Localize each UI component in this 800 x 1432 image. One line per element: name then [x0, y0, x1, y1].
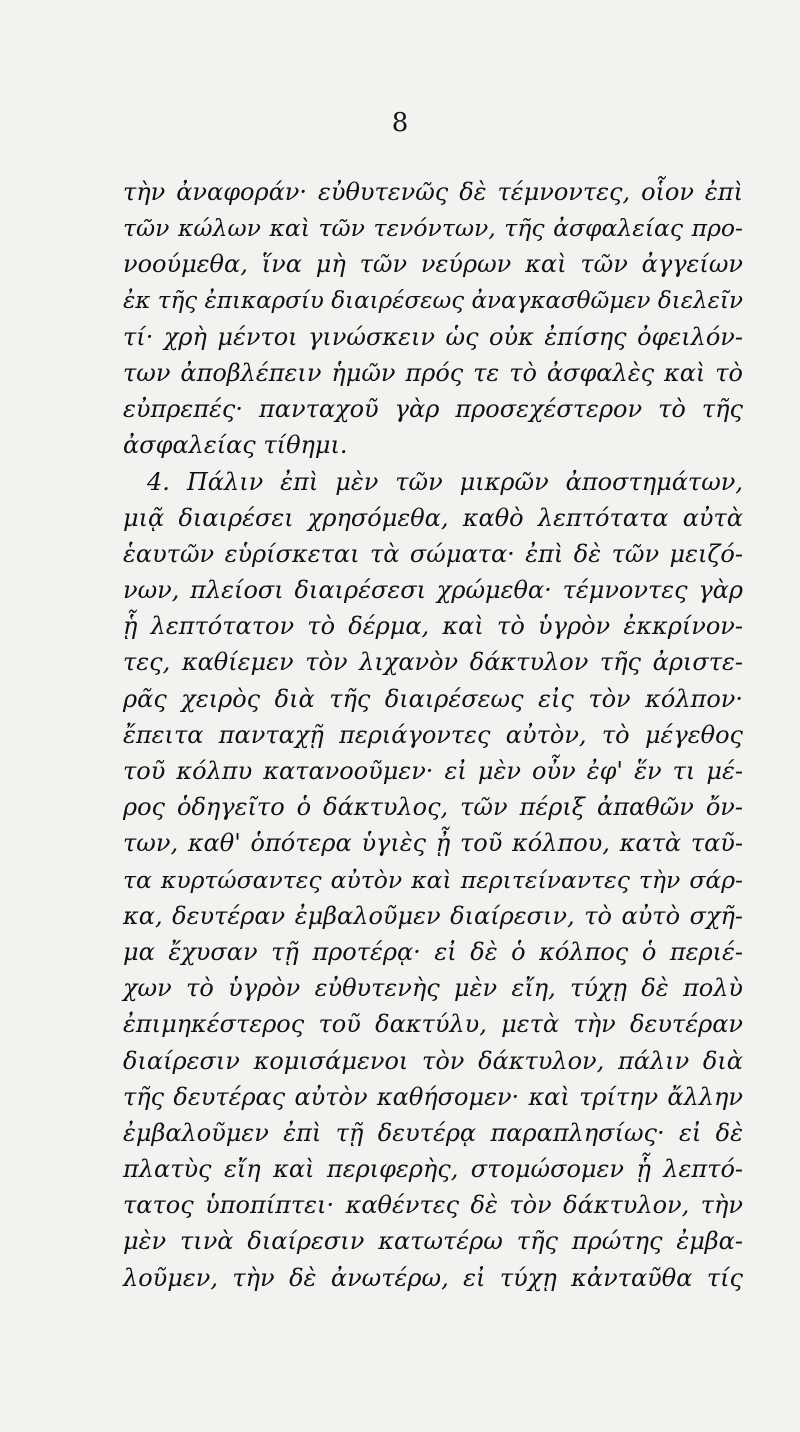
- text-line: 4. Πάλιν ἐπὶ μὲν τῶν μικρῶν ἀποστημάτων,: [147, 467, 743, 496]
- text-line: μὲν τινὰ διαίρεσιν κατωτέρω τῆς πρώτης ἐμβα-: [123, 1227, 743, 1256]
- text-line: μα ἔχυσαν τῇ προτέρᾳ· εἰ δὲ ὁ κόλπος ὁ περιέ-: [123, 937, 743, 966]
- text-line: τῶν κώλων καὶ τῶν τενόντων, τῆς ἀσφαλείας προ-: [123, 214, 743, 243]
- text-line: τοῦ κόλπυ κατανοοῦμεν· εἰ μὲν οὖν ἐφ' ἕν τι μέ-: [123, 757, 743, 785]
- text-line: των, καθ' ὁπότερα ὑγιὲς ᾖ τοῦ κόλπου, κατὰ ταῦ-: [123, 829, 743, 858]
- text-line: μιᾷ διαιρέσει χρησόμεθα, καθὸ λεπτότατα αὐτὰ: [123, 503, 743, 532]
- text-line: ἑαυτῶν εὑρίσκεται τὰ σώματα· ἐπὶ δὲ τῶν μειζό-: [123, 539, 743, 568]
- text-line: ρος ὁδηγεῖτο ὁ δάκτυλος, τῶν πέριξ ἀπαθῶν ὄν-: [123, 793, 743, 822]
- text-line: ᾗ λεπτότατον τὸ δέρμα, καὶ τὸ ὑγρὸν ἐκκρίνον-: [123, 612, 743, 641]
- text-line: διαίρεσιν κομισάμενοι τὸν δάκτυλον, πάλιν διὰ: [123, 1046, 743, 1075]
- text-line: τί· χρὴ μέντοι γινώσκειν ὡς οὐκ ἐπίσης ὀφειλόν-: [123, 322, 743, 351]
- text-line: τῆς δευτέρας αὐτὸν καθήσομεν· καὶ τρίτην ἄλλην: [123, 1082, 743, 1111]
- text-line: τὴν ἀναφοράν· εὐθυτενῶς δὲ τέμνοντες, οἷον ἐπὶ: [123, 178, 743, 206]
- text-line: κα, δευτέραν ἐμβαλοῦμεν διαίρεσιν, τὸ αὐτὸ σχῆ-: [123, 901, 743, 930]
- text-line: των ἀποβλέπειν ἡμῶν πρός τε τὸ ἀσφαλὲς καὶ τὸ: [123, 358, 743, 387]
- text-line: εὐπρεπές· πανταχοῦ γὰρ προσεχέστερον τὸ τῆς: [123, 395, 743, 424]
- text-line: ἀσφαλείας τίθημι.: [123, 431, 348, 460]
- text-line: τατος ὑποπίπτει· καθέντες δὲ τὸν δάκτυλον, τὴν: [123, 1191, 743, 1220]
- text-line: ἐμβαλοῦμεν ἐπὶ τῇ δευτέρᾳ παραπλησίως· εἰ δὲ: [123, 1118, 743, 1147]
- text-line: ἐπιμηκέστερος τοῦ δακτύλυ, μετὰ τὴν δευτέραν: [123, 1010, 743, 1039]
- page-number: 8: [391, 108, 409, 138]
- body-text: [123, 174, 743, 1296]
- text-line: νοούμεθα, ἵνα μὴ τῶν νεύρων καὶ τῶν ἀγγείων: [123, 250, 743, 279]
- text-line: ἐκ τῆς ἐπικαρσίυ διαιρέσεως ἀναγκασθῶμεν διελεῖν: [123, 287, 743, 314]
- text-line: πλατὺς εἴη καὶ περιφερὴς, στομώσομεν ᾗ λεπτό-: [123, 1155, 743, 1184]
- text-line: ρᾶς χειρὸς διὰ τῆς διαιρέσεως εἰς τὸν κόλπον·: [123, 684, 743, 713]
- text-line: χων τὸ ὑγρὸν εὐθυτενὴς μὲν εἴη, τύχῃ δὲ πολὺ: [123, 974, 743, 1003]
- text-line: νων, πλείοσι διαιρέσεσι χρώμεθα· τέμνοντες γὰρ: [123, 576, 743, 605]
- text-line: ἔπειτα πανταχῇ περιάγοντες αὐτὸν, τὸ μέγεθος: [123, 720, 743, 749]
- text-line: τα κυρτώσαντες αὐτὸν καὶ περιτείναντες τὴν σάρ-: [123, 865, 743, 894]
- text-line: τες, καθίεμεν τὸν λιχανὸν δάκτυλον τῆς ἀριστε-: [123, 648, 743, 677]
- text-line: λοῦμεν, τὴν δὲ ἀνωτέρω, εἰ τύχῃ κἀνταῦθα τίς: [123, 1263, 743, 1292]
